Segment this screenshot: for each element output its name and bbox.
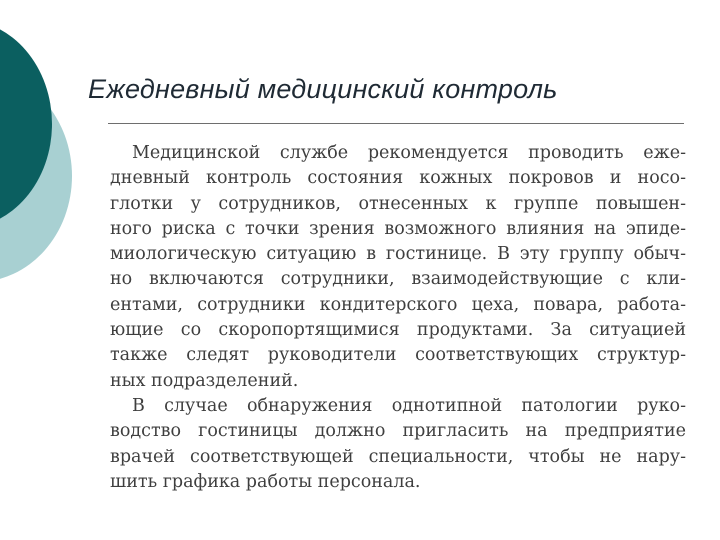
text-line: ного риска с точки зрения возможного влияния на эпиде- bbox=[110, 218, 686, 239]
text-line: Медицинской службе рекомендуется проводить еже- bbox=[132, 143, 686, 163]
text-line: миологическую ситуацию в гостинице. В эту группу обыч- bbox=[110, 244, 686, 265]
text-line: В случае обнаружения однотипной патологии руко- bbox=[132, 395, 686, 416]
slide-title: Ежедневный медицинский контроль bbox=[88, 74, 558, 104]
title-divider bbox=[108, 123, 684, 124]
text-line: ентами, сотрудники кондитерского цеха, повара, работа- bbox=[110, 294, 686, 315]
text-line: ных подразделений. bbox=[110, 370, 299, 391]
text-line: врачей соответствующей специальности, чтобы не нару- bbox=[110, 446, 686, 467]
text-line: ющие со скоропортящимися продуктами. За ситуацией bbox=[110, 320, 686, 341]
text-line: дневный контроль состояния кожных покровов и носо- bbox=[110, 168, 686, 189]
text-line: шить графика работы персонала. bbox=[110, 471, 421, 492]
text-line: также следят руководители соответствующих структур- bbox=[110, 345, 686, 366]
text-line: но включаются сотрудники, взаимодействующие с кли- bbox=[110, 269, 686, 290]
body-text bbox=[110, 141, 686, 495]
text-line: глотки у сотрудников, отнесенных к группе повышен- bbox=[110, 193, 686, 214]
text-line: водство гостиницы должно пригласить на предприятие bbox=[110, 421, 686, 442]
